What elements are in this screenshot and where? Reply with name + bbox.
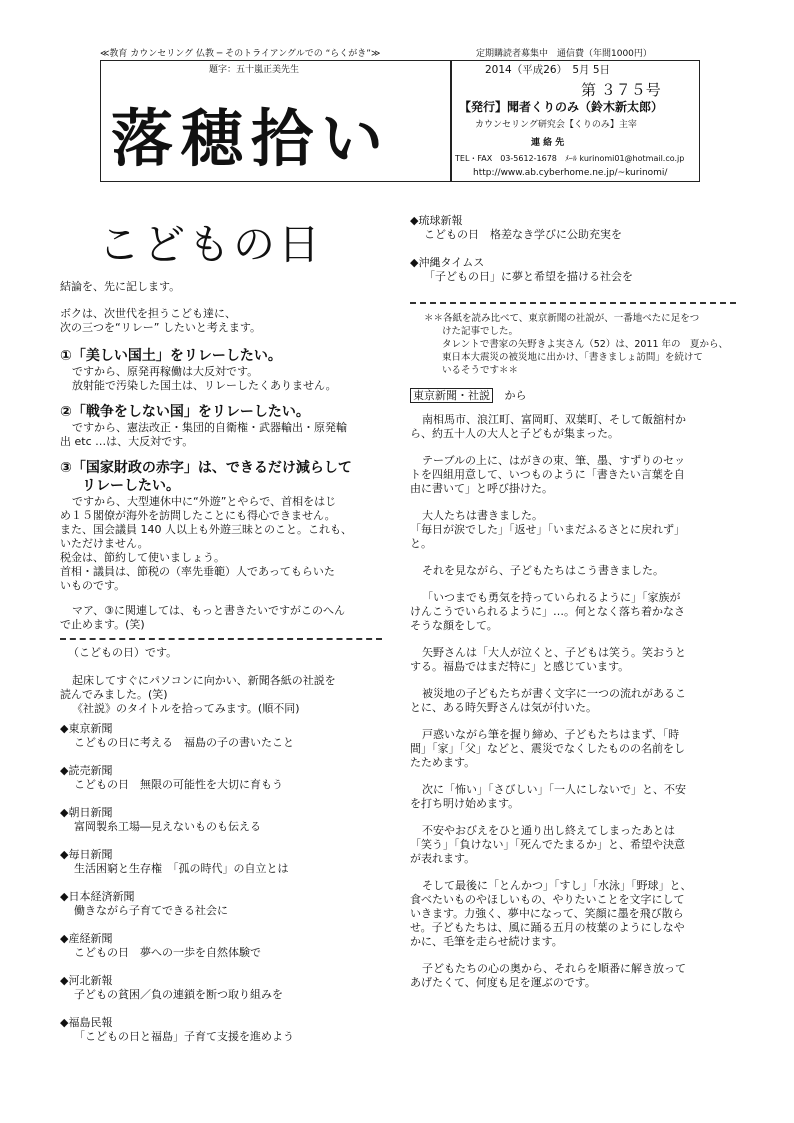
body-line: せ。子どもたちは、風に踊る五月の枝葉のようにしなや — [410, 921, 685, 934]
body-line: とに、ある時矢野さんは気が付いた。 — [410, 701, 597, 714]
point-1-text: 放射能で汚染した国土は、リレーしたくありません。 — [72, 379, 337, 392]
editorial-intro: 《社説》のタイトルを拾ってみます。(順不同) — [72, 702, 300, 715]
point-3-text: いただけません。 — [60, 537, 149, 550]
point-3-heading: ③「国家財政の赤字」は、できるだけ減らして — [60, 460, 352, 476]
body-line: が表れます。 — [410, 852, 476, 865]
section-divider — [60, 638, 382, 640]
paper-entry — [60, 848, 390, 876]
body-line: けんこうでいられるように」…。何となく落ち着かなさ — [410, 605, 685, 618]
editorial-title: こどもの日 夢への一歩を自然体験で — [74, 946, 261, 959]
point-3-text: また、国会議員 140 人以上も外遊三昧とのこと。これも、 — [60, 523, 352, 536]
editorial-title: 「子どもの日」に夢と希望を描ける社会を — [424, 270, 633, 283]
right-column — [410, 214, 750, 990]
body-line: 不安やおびえをひと通り出し終えてしまったあとは — [422, 824, 675, 837]
publisher: 【発行】聞者くりのみ（鈴木新太郎） — [459, 100, 664, 114]
body-paragraph — [410, 564, 750, 578]
website-url: http://www.ab.cyberhome.ne.jp/~kurinomi/ — [473, 168, 668, 178]
point-3-text: いものです。 — [60, 579, 126, 592]
paper-name: ◆琉球新報 — [410, 214, 463, 227]
body-paragraph — [410, 824, 750, 866]
note-line: ＊＊各紙を読み比べて、東京新聞の社説が、一番地べたに足をつ — [424, 313, 700, 324]
contact-label: 連 絡 先 — [531, 138, 565, 148]
editorial-title: 子どもの貧困／負の連鎖を断つ取り組みを — [74, 988, 283, 1001]
body-line: かに、毛筆を走らせ続けます。 — [410, 935, 563, 948]
calligraphy-credit: 題字：五十嵐正美先生 — [209, 65, 300, 75]
paper-entry — [60, 932, 390, 960]
body-paragraph — [410, 646, 750, 674]
newsletter-logo: 落穂拾い — [111, 102, 392, 175]
body-line: 被災地の子どもたちが書く文字に一つの流れがあるこ — [422, 687, 686, 700]
body-line: と。 — [410, 537, 432, 550]
editorial-title: こどもの日に考える 福島の子の書いたこと — [74, 736, 294, 749]
source-label: 東京新聞・社説 — [410, 388, 493, 403]
body-line: 南相馬市、浪江町、富岡町、双葉町、そして飯舘村か — [422, 413, 686, 426]
intro-line: 結論を、先に記します。 — [60, 280, 181, 293]
point-2-heading: ②「戦争をしない国」をリレーしたい。 — [60, 404, 310, 420]
source-suffix: から — [504, 389, 527, 402]
body-line: 「いつまでも勇気を持っていられるように」「家族が — [422, 591, 681, 604]
editorial-title: こどもの日 無限の可能性を大切に育もう — [74, 778, 283, 791]
body-line: そうな顔をして。 — [410, 619, 498, 632]
left-column — [60, 280, 390, 1044]
body-line: テーブルの上に、はがきの束、筆、墨、すずりのセッ — [422, 454, 686, 467]
body-line: 「毎日が涙でした」「返せ」「いまだふるさとに戻れず」 — [410, 523, 685, 536]
point-3-text: め１５閣僚が海外を訪問したことにも得心できません。 — [60, 509, 336, 522]
paper-name: ◆日本経済新聞 — [60, 890, 135, 903]
body-paragraph — [410, 509, 750, 551]
body-line: そして最後に「とんかつ」「すし」「水泳」「野球」と、 — [422, 879, 692, 892]
paper-entry — [60, 806, 390, 834]
paper-list-left — [60, 722, 390, 1044]
note-line: いるそうです＊＊ — [442, 365, 519, 376]
paper-name: ◆沖縄タイムス — [410, 256, 485, 269]
paper-name: ◆東京新聞 — [60, 722, 113, 735]
body-paragraph — [410, 454, 750, 496]
body-paragraph — [410, 687, 750, 715]
body-line: を打ち明け始めます。 — [410, 797, 520, 810]
paper-entry — [60, 764, 390, 792]
body-line: 間」「家」「父」などと、震災でなくしたものの名前をし — [410, 742, 685, 755]
body-line: たためます。 — [410, 756, 476, 769]
editorial-intro: 起床してすぐにパソコンに向かい、新聞各紙の社説を — [72, 674, 336, 687]
body-line: それを見ながら、子どもたちはこう書きました。 — [422, 564, 664, 577]
tel-fax-email: TEL・FAX 03-5612-1678 ﾒｰﾙ kurinomi01@hotmail.co.jp — [455, 154, 685, 163]
point-3-heading: リレーしたい。 — [82, 478, 180, 494]
paper-name: ◆読売新聞 — [60, 764, 113, 777]
editorial-title: 「こどもの日と福島」子育て支援を進めよう — [74, 1030, 294, 1043]
point-3-text: で止めます。(笑) — [60, 618, 145, 631]
reading-note — [410, 312, 750, 377]
issue-number: 第 ３７５号 — [581, 81, 661, 99]
paper-name: ◆産経新聞 — [60, 932, 113, 945]
body-line: 次に「怖い」「さびしい」「一人にしないで」と、不安 — [422, 783, 686, 796]
organization: カウンセリング研究会【くりのみ】主宰 — [475, 120, 637, 130]
paper-entry — [60, 1016, 390, 1044]
point-3-text: マア、③に関連しては、もっと書きたいですがこのへん — [72, 604, 345, 617]
intro-line: ボクは、次世代を担うこども達に、 — [60, 307, 236, 320]
paper-name: ◆河北新報 — [60, 974, 113, 987]
paper-name: ◆福島民報 — [60, 1016, 113, 1029]
point-3-text: 税金は、節約して使いましょう。 — [60, 551, 225, 564]
editorial-intro: 読んでみました。(笑) — [60, 688, 168, 701]
editorial-title: 働きながら子育てできる社会に — [74, 904, 228, 917]
body-paragraph — [410, 962, 750, 990]
editorial-title: 生活困窮と生存権 「孤の時代」の自立とは — [74, 862, 289, 875]
body-line: トを四組用意して、いつものように「書きたい言葉を自 — [410, 468, 685, 481]
note-line: けた記事でした。 — [442, 326, 519, 337]
subscription-note: 定期購読者募集中 通信費（年間1000円） — [476, 49, 652, 59]
body-line: 矢野さんは「大人が泣くと、子どもは笑う。笑おうと — [422, 646, 686, 659]
editorial-title: 富岡製糸工場―見えないものも伝える — [74, 820, 261, 833]
body-line: 食べたいものやほしいもの、やりたいことを文字にして — [410, 893, 685, 906]
paper-entry — [410, 214, 750, 242]
body-paragraph — [410, 413, 750, 441]
source-line — [410, 389, 750, 403]
section-divider — [410, 302, 736, 304]
page-title: こどもの日 — [98, 220, 324, 269]
editorial-body — [410, 413, 750, 990]
paper-entry — [410, 256, 750, 284]
body-paragraph — [410, 728, 750, 770]
note-line: タレントで書家の矢野きよ実さん（52）は、2011 年の 夏から、 — [442, 339, 729, 350]
paper-name: ◆朝日新聞 — [60, 806, 113, 819]
body-line: する。福島ではまだ特に」と感じています。 — [410, 660, 630, 673]
body-line: 由に書いて」と呼び掛けた。 — [410, 482, 553, 495]
paper-entry — [60, 974, 390, 1002]
body-line: 戸惑いながら筆を握り締め、子どもたちはまず、「時 — [422, 728, 680, 741]
body-line: ら、約五十人の大人と子どもが集まった。 — [410, 427, 619, 440]
body-line: 「笑う」「負けない」「死んでたまるか」と、希望や決意 — [410, 838, 685, 851]
paper-entry — [60, 890, 390, 918]
point-2-text: ですから、憲法改正・集団的自衛権・武器輸出・原発輸 — [72, 421, 347, 434]
body-line: 子どもたちの心の奥から、それらを順番に解き放って — [422, 962, 686, 975]
editorial-title: こどもの日 格差なき学びに公助充実を — [424, 228, 622, 241]
point-1-heading: ①「美しい国土」をリレーしたい。 — [60, 348, 282, 364]
point-1-text: ですから、原発再稼働は大反対です。 — [72, 365, 259, 378]
point-2-text: 出 etc …は、大反対です。 — [60, 435, 194, 448]
note-line: 東日本大震災の被災地に出かけ、「書きましょ訪問」を続けて — [442, 352, 703, 363]
body-paragraph — [410, 591, 750, 633]
issue-info-box — [450, 60, 700, 182]
body-paragraph — [410, 783, 750, 811]
kodomo-day-line: （こどもの日）です。 — [68, 646, 178, 659]
paper-entry — [60, 722, 390, 750]
point-3-text: 首相・議員は、節税の（率先垂範）人であってもらいた — [60, 565, 335, 578]
logo-box — [100, 60, 452, 182]
body-line: いきます。力強く、夢中になって、笑顔に墨を飛び散ら — [410, 907, 684, 920]
tagline: ≪教育 カウンセリング 仏教 ─ そのトライアングルでの “らくがき”≫ — [100, 49, 381, 59]
point-3-text: ですから、大型連休中に“外遊”とやらで、首相をはじ — [72, 495, 337, 508]
issue-date: 2014（平成26） 5月 5日 — [485, 64, 611, 76]
intro-line: 次の三つを“リレー” したいと考えます。 — [60, 321, 262, 334]
body-line: あげたくて、何度も足を運ぶのです。 — [410, 976, 596, 989]
body-line: 大人たちは書きました。 — [422, 509, 543, 522]
body-paragraph — [410, 879, 750, 949]
paper-name: ◆毎日新聞 — [60, 848, 113, 861]
